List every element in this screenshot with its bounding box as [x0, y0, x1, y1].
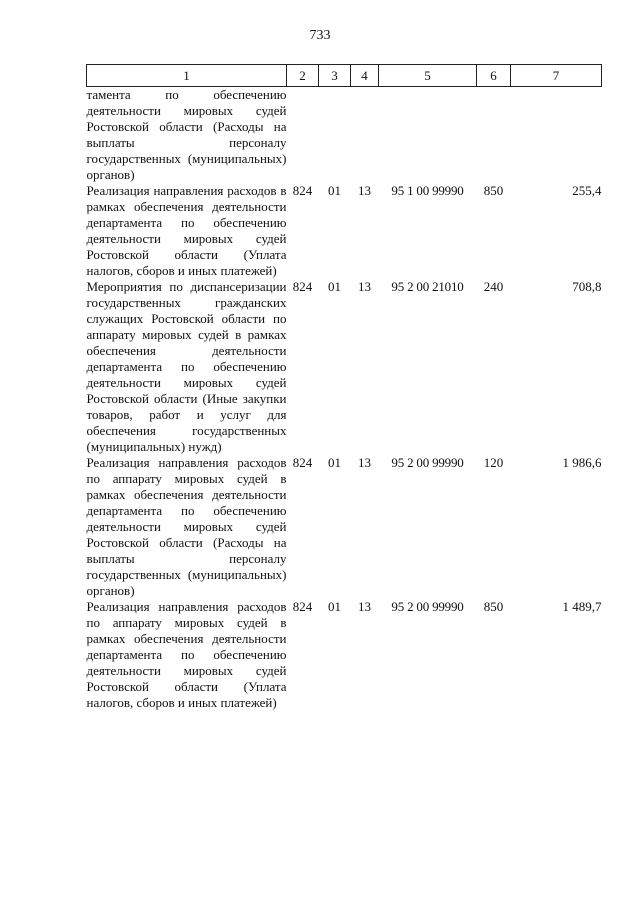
row-ministry: 824	[292, 455, 313, 470]
row-section: 01	[328, 279, 341, 294]
row-target-article: 95 2 00 99990	[391, 599, 464, 614]
row-ministry: 824	[292, 279, 313, 294]
row-description: Реализация направления расходов в рамках обеспечения деятельности департамента по обеспечению деятельности мировых судей Ростовской области (Уплата налогов, сборов и иных платежей)	[86, 183, 287, 278]
table-header-row	[87, 65, 602, 87]
row-description: Мероприятия по диспансеризации государственных гражданских служащих Ростовской области по аппарату мировых судей в рамках обеспечения деятельности департамента по обеспечению деятельности мировых судей Ростовской области (Иные закупки товаров, работ и услуг для обеспечения государственных (муниципальных) нужд)	[86, 279, 287, 454]
row-subsection: 13	[358, 599, 371, 614]
row-target-article	[379, 87, 477, 184]
budget-table	[86, 64, 602, 711]
header-col-7: 7	[511, 65, 602, 87]
header-col-6: 6	[477, 65, 511, 87]
row-amount: 255,4	[572, 183, 602, 198]
header-col-5: 5	[379, 65, 477, 87]
header-col-2: 2	[287, 65, 319, 87]
row-target-article: 95 1 00 99990	[391, 183, 464, 198]
header-col-4: 4	[351, 65, 379, 87]
header-col-3: 3	[319, 65, 351, 87]
table-row	[87, 183, 602, 279]
table-row	[87, 455, 602, 599]
row-section: 01	[328, 183, 341, 198]
row-ministry	[287, 87, 319, 184]
row-amount: 708,8	[572, 279, 602, 294]
row-subsection	[351, 87, 379, 184]
row-section	[319, 87, 351, 184]
row-subsection: 13	[358, 455, 371, 470]
table-row	[87, 87, 602, 184]
row-expense-type: 850	[483, 183, 504, 198]
row-expense-type: 240	[483, 279, 504, 294]
row-ministry: 824	[292, 599, 313, 614]
row-ministry: 824	[292, 183, 313, 198]
row-description: Реализация направления расходов по аппарату мировых судей в рамках обеспечения деятельности департамента по обеспечению деятельности мировых судей Ростовской области (Расходы на выплаты персоналу государственных (муниципальных) органов)	[86, 455, 287, 598]
row-expense-type: 850	[483, 599, 504, 614]
row-target-article: 95 2 00 21010	[391, 279, 464, 294]
row-description: Реализация направления расходов по аппарату мировых судей в рамках обеспечения деятельности департамента по обеспечению деятельности мировых судей Ростовской области (Уплата налогов, сборов и иных платежей)	[86, 599, 287, 710]
header-col-1: 1	[87, 65, 287, 87]
row-subsection: 13	[358, 183, 371, 198]
row-amount: 1 986,6	[562, 455, 602, 470]
row-subsection: 13	[358, 279, 371, 294]
row-expense-type: 120	[483, 455, 504, 470]
page-number: 733	[309, 28, 331, 43]
row-description: тамента по обеспечению деятельности мировых судей Ростовской области (Расходы на выплаты персоналу государственных (муниципальных) органов)	[86, 87, 287, 182]
row-section: 01	[328, 599, 341, 614]
row-expense-type	[477, 87, 511, 184]
row-target-article: 95 2 00 99990	[391, 455, 464, 470]
row-amount: 1 489,7	[562, 599, 602, 614]
table-row	[87, 599, 602, 711]
row-amount	[511, 87, 602, 184]
row-section: 01	[328, 455, 341, 470]
table-row	[87, 279, 602, 455]
